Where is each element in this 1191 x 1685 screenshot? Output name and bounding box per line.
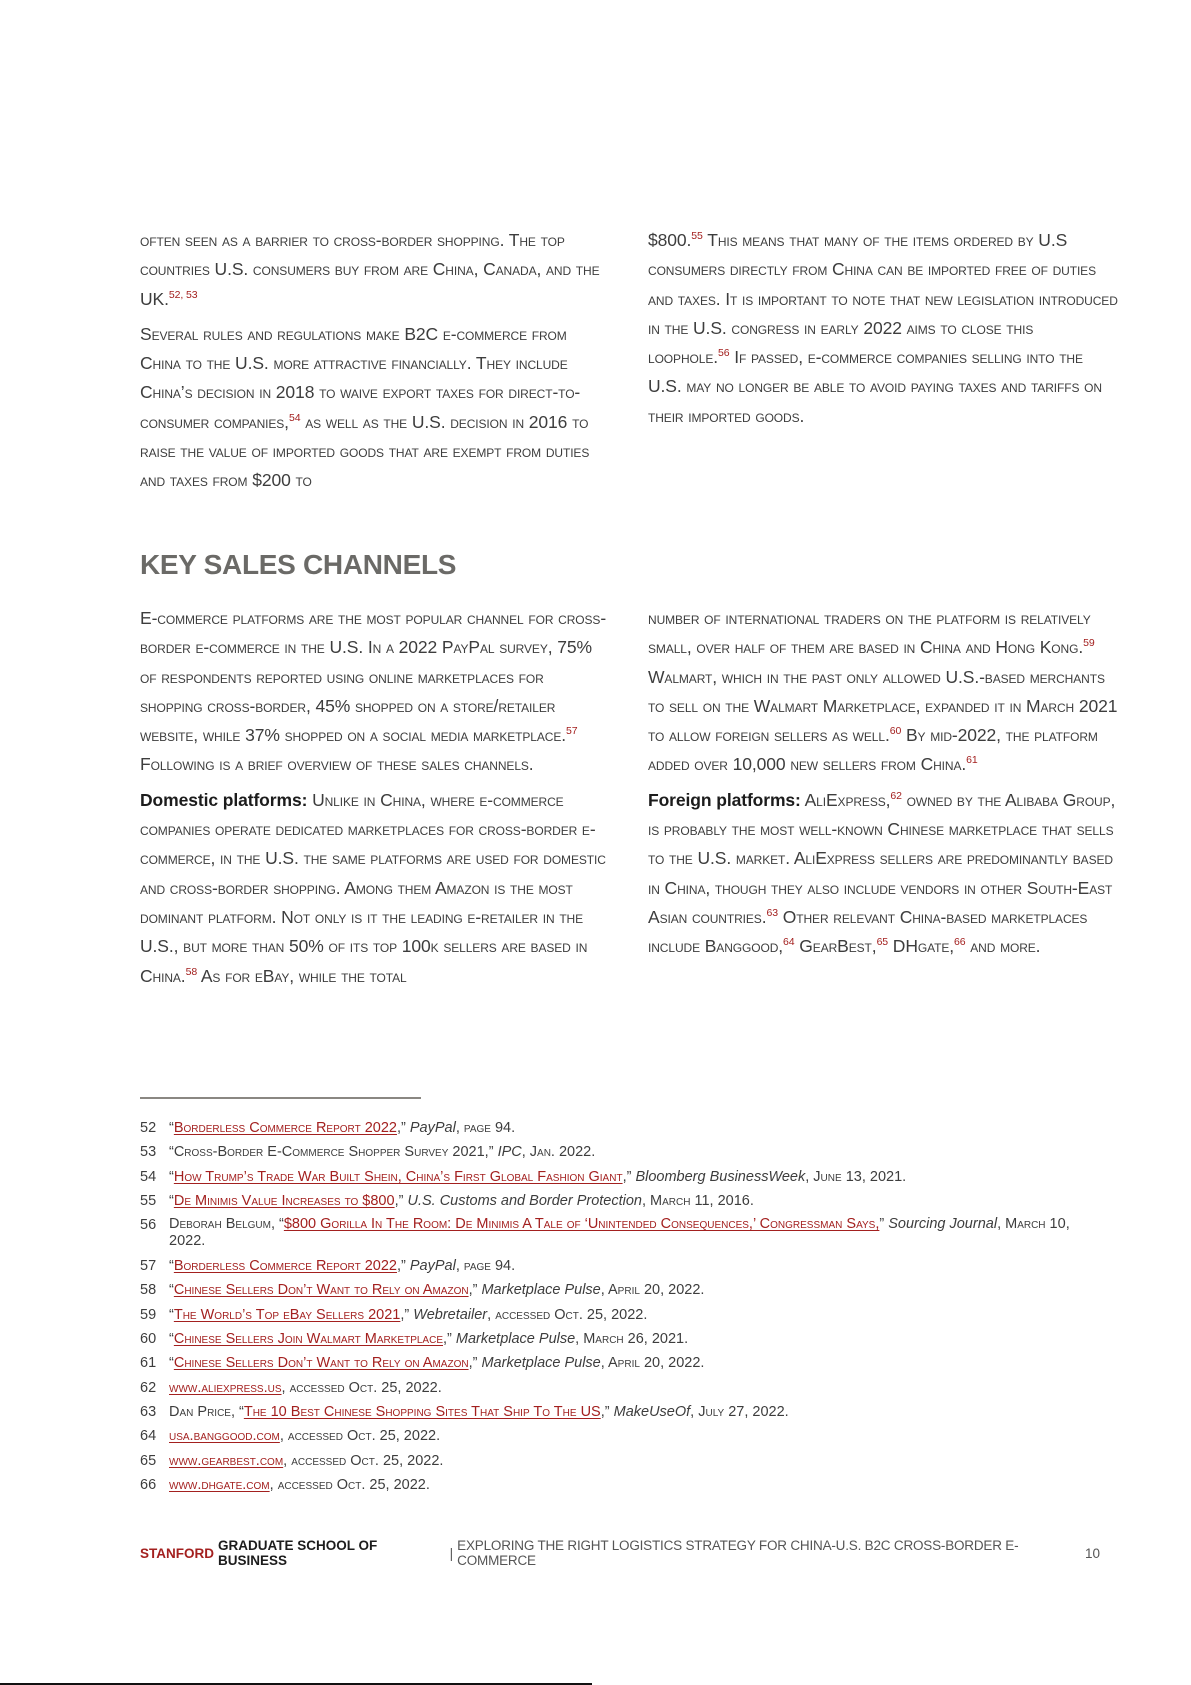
- footnote-number: 55: [140, 1192, 157, 1209]
- footnote-number: 53: [140, 1144, 157, 1161]
- footnote-ref[interactable]: 66: [954, 936, 966, 949]
- footer-brand-gsb: GRADUATE SCHOOL OF BUSINESS: [218, 1538, 378, 1568]
- footnote-number: 54: [140, 1168, 157, 1185]
- footnote-text: “Chinese Sellers Don’t Want to Rely on Amazon,” Marketplace Pulse, April 20, 2022.: [169, 1282, 705, 1299]
- footnote-link[interactable]: De Minimis Value Increases to $800: [173, 1192, 395, 1209]
- footnote-ref[interactable]: 57: [566, 725, 578, 738]
- footnote-ref[interactable]: 54: [288, 411, 301, 424]
- footnote-ref[interactable]: 58: [185, 965, 198, 978]
- section-right-column: [648, 604, 1118, 968]
- footnote-link[interactable]: How Trump’s Trade War Built Shein, China’s First Global Fashion Giant: [173, 1168, 623, 1185]
- footnote-text: www.dhgate.com, accessed Oct. 25, 2022.: [169, 1476, 430, 1493]
- footnote-ref[interactable]: 52, 53: [168, 288, 198, 301]
- footnote-number: 66: [140, 1476, 157, 1493]
- section-left-column: [140, 604, 610, 997]
- footnote-item: [140, 1254, 1080, 1278]
- footnote-ref[interactable]: 60: [889, 725, 902, 738]
- footnote-number: 58: [140, 1282, 157, 1299]
- footnote-number: 65: [140, 1452, 157, 1469]
- footnote-item: [140, 1424, 1080, 1448]
- paragraph: $800.55 This means that many of the items ordered by U.S consumers directly from China can be imported free of duties and taxes. It is important to note that new legislation introduced in the U.S. congress in early 2022 aims to close this loophole.$^{56}$ If passed, e-commerce companies selling into the U.S. may no longer be able to avoid paying taxes and tariffs on their imported goods.: [648, 230, 1118, 426]
- footnote-ref[interactable]: 56: [718, 347, 730, 360]
- footnote-text: “Chinese Sellers Join Walmart Marketplace,” Marketplace Pulse, March 26, 2021.: [169, 1331, 689, 1348]
- paragraph: Domestic platforms: Unlike in China, where e-commerce companies operate dedicated marketplaces for cross-border e-commerce, in the U.S. the same platforms are used for domestic and cross-border shopping. Among them Amazon is the most dominant platform. Not only is it the leading e-retailer in the U.S., but more than 50% of its top 100k sellers are based in China.$^{58}$ As for eBay, while the total: [140, 789, 606, 986]
- footnote-divider: [140, 1097, 421, 1099]
- footnote-text: www.aliexpress.us, accessed Oct. 25, 2022.: [169, 1379, 442, 1396]
- footnote-source: Marketplace Pulse: [481, 1355, 601, 1372]
- footnote-source: Webretailer: [413, 1306, 488, 1323]
- footnote-ref[interactable]: 65: [876, 936, 889, 949]
- footnote-text: “Borderless Commerce Report 2022,” PayPal, page 94.: [169, 1120, 516, 1136]
- footnote-link[interactable]: $800 Gorilla In The Room: De Minimis A Tale of ‘Unintended Consequences,’ Congressman Says,: [283, 1216, 880, 1233]
- footnote-link[interactable]: www.dhgate.com: [169, 1476, 270, 1493]
- footer-brand-stanford: STANFORD: [140, 1545, 214, 1561]
- footnote-source: Sourcing Journal: [888, 1216, 998, 1233]
- footnote-number: 62: [140, 1379, 157, 1396]
- footnote-number: 64: [140, 1428, 157, 1445]
- footnote-number: 57: [140, 1258, 157, 1275]
- footnote-link[interactable]: The World’s Top eBay Sellers 2021: [173, 1306, 401, 1323]
- paragraph: number of international traders on the platform is relatively small, over half of them are based in China and Hong Kong.$^{59}$ Walmart, which in the past only allowed U.S.-based merchants to sell on the Walmart Marketplace, expanded it in March 2021 to allow foreign sellers as well.$^{60}$ By mid-2022, the platform added over 10,000 new sellers from China.$^{61}$: [648, 608, 1118, 775]
- footer-separator: |: [449, 1545, 454, 1561]
- page-footer: [140, 1538, 1100, 1568]
- footnote-source: Bloomberg BusinessWeek: [635, 1168, 806, 1185]
- footnote-source: Marketplace Pulse: [455, 1331, 576, 1348]
- paragraph: often seen as a barrier to cross-border shopping. The top countries U.S. consumers buy from are China, Canada, and the UK.$^{52, 53}$: [140, 230, 600, 309]
- footnote-text: “The World’s Top eBay Sellers 2021,” Webretailer, accessed Oct. 25, 2022.: [169, 1306, 648, 1323]
- footnote-link[interactable]: www.gearbest.com: [169, 1452, 284, 1469]
- footnote-link[interactable]: Borderless Commerce Report 2022: [173, 1120, 397, 1136]
- footnote-ref[interactable]: 64: [783, 936, 795, 949]
- footnote-text: Dan Price, “The 10 Best Chinese Shopping Sites That Ship To The US,” MakeUseOf, July 27, 2022.: [169, 1403, 789, 1420]
- page-number: 10: [1084, 1545, 1100, 1561]
- footnote-item: [140, 1189, 1080, 1213]
- footnote-item: [140, 1116, 1080, 1140]
- footnote-source: PayPal: [409, 1258, 456, 1275]
- footnote-text: “How Trump’s Trade War Built Shein, China’s First Global Fashion Giant,” Bloomberg BusinessWeek, June 13, 2021.: [169, 1168, 907, 1185]
- footer-report-title: EXPLORING THE RIGHT LOGISTICS STRATEGY FOR CHINA-U.S. B2C CROSS-BORDER E-COMMERCE: [457, 1538, 1019, 1568]
- footnote-number: 61: [140, 1355, 157, 1372]
- footnote-item: [140, 1140, 1080, 1164]
- footnote-number: 59: [140, 1306, 157, 1323]
- paragraph: Several rules and regulations make B2C e-commerce from China to the U.S. more attractive financially. They include China’s decision in 2018 to waive export taxes for direct-to-consumer companies,$^{54}$ as well as the U.S. decision in 2016 to raise the value of imported goods that are exempt from duties and taxes from $200 to: [140, 323, 590, 491]
- footnote-text: “Borderless Commerce Report 2022,” PayPal, page 94.: [169, 1258, 516, 1275]
- footnote-item: [140, 1213, 1080, 1254]
- footnote-link[interactable]: usa.banggood.com: [169, 1428, 280, 1445]
- footnote-number: 52: [140, 1120, 157, 1136]
- footnote-ref[interactable]: 59: [1083, 637, 1095, 650]
- footnote-text: “Cross-Border E-Commerce Shopper Survey 2021,” IPC, Jan. 2022.: [169, 1144, 596, 1161]
- paragraph: E-commerce platforms are the most popular channel for cross-border e-commerce in the U.S. In a 2022 PayPal survey, 75% of respondents reported using online marketplaces for shopping cross-border, 45% shopped on a store/retailer website, while 37% shopped on a social media marketplace.$^{57}$ Following is a brief overview of these sales channels.: [140, 608, 607, 775]
- intro-right-column: [648, 226, 1118, 437]
- footnote-link[interactable]: Borderless Commerce Report 2022: [173, 1258, 397, 1275]
- footnote-text: “De Minimis Value Increases to $800,” U.S. Customs and Border Protection, March 11, 2016.: [169, 1192, 754, 1209]
- section-heading: KEY SALES CHANNELS: [140, 549, 457, 580]
- footnote-ref[interactable]: 63: [766, 906, 778, 919]
- footnote-item: [140, 1376, 1080, 1400]
- footnote-source: U.S. Customs and Border Protection: [407, 1192, 642, 1209]
- footnote-number: 56: [140, 1217, 157, 1234]
- footnote-ref[interactable]: 62: [890, 789, 902, 802]
- footnote-source: IPC: [497, 1144, 522, 1161]
- footnote-item: [140, 1327, 1080, 1351]
- footnote-ref[interactable]: 55: [691, 230, 703, 242]
- intro-left-column: [140, 226, 610, 502]
- footnote-number: 63: [140, 1403, 157, 1420]
- lead-term: Foreign platforms:: [648, 789, 801, 810]
- footnote-item: [140, 1303, 1080, 1327]
- footnote-link[interactable]: Chinese Sellers Don’t Want to Rely on Amazon: [173, 1355, 469, 1372]
- footnote-item: [140, 1400, 1080, 1424]
- footnote-text: www.gearbest.com, accessed Oct. 25, 2022.: [169, 1452, 444, 1469]
- footnote-source: Marketplace Pulse: [481, 1282, 601, 1299]
- footnote-link[interactable]: Chinese Sellers Don’t Want to Rely on Amazon: [173, 1282, 469, 1299]
- footnote-item: [140, 1473, 1080, 1497]
- footnote-source: PayPal: [409, 1120, 456, 1136]
- footnote-link[interactable]: Chinese Sellers Join Walmart Marketplace: [173, 1331, 443, 1348]
- paragraph: Foreign platforms: AliExpress,$^{62}$ owned by the Alibaba Group, is probably the most well-known Chinese marketplace that sells to the U.S. market. AliExpress sellers are predominantly based in China, though they also include vendors in other South-East Asian countries.$^{63}$ Other relevant China-based marketplaces include Banggood,$^{64}$ GearBest,$^{65}$ DHgate,$^{66}$ and more.: [648, 789, 1116, 957]
- footnote-text: “Chinese Sellers Don’t Want to Rely on Amazon,” Marketplace Pulse, April 20, 2022.: [169, 1355, 705, 1372]
- footnote-source: MakeUseOf: [613, 1403, 691, 1420]
- footnote-item: [140, 1165, 1080, 1189]
- footnote-ref[interactable]: 61: [966, 754, 978, 767]
- footnote-link[interactable]: www.aliexpress.us: [169, 1379, 282, 1396]
- footnote-item: [140, 1351, 1080, 1375]
- footnote-text: Deborah Belgum, “$800 Gorilla In The Room: De Minimis A Tale of ‘Unintended Consequences,’ Congressman Says,” Sourcing Journal, March 10, 2022.: [169, 1216, 1070, 1250]
- footnote-item: [140, 1278, 1080, 1302]
- footnote-item: [140, 1449, 1080, 1473]
- footnote-link[interactable]: The 10 Best Chinese Shopping Sites That Ship To The US: [243, 1403, 601, 1420]
- lead-term: Domestic platforms:: [140, 789, 308, 810]
- footnote-number: 60: [140, 1331, 157, 1348]
- footnotes-list: [140, 1116, 1080, 1497]
- footnote-text: usa.banggood.com, accessed Oct. 25, 2022.: [169, 1428, 441, 1445]
